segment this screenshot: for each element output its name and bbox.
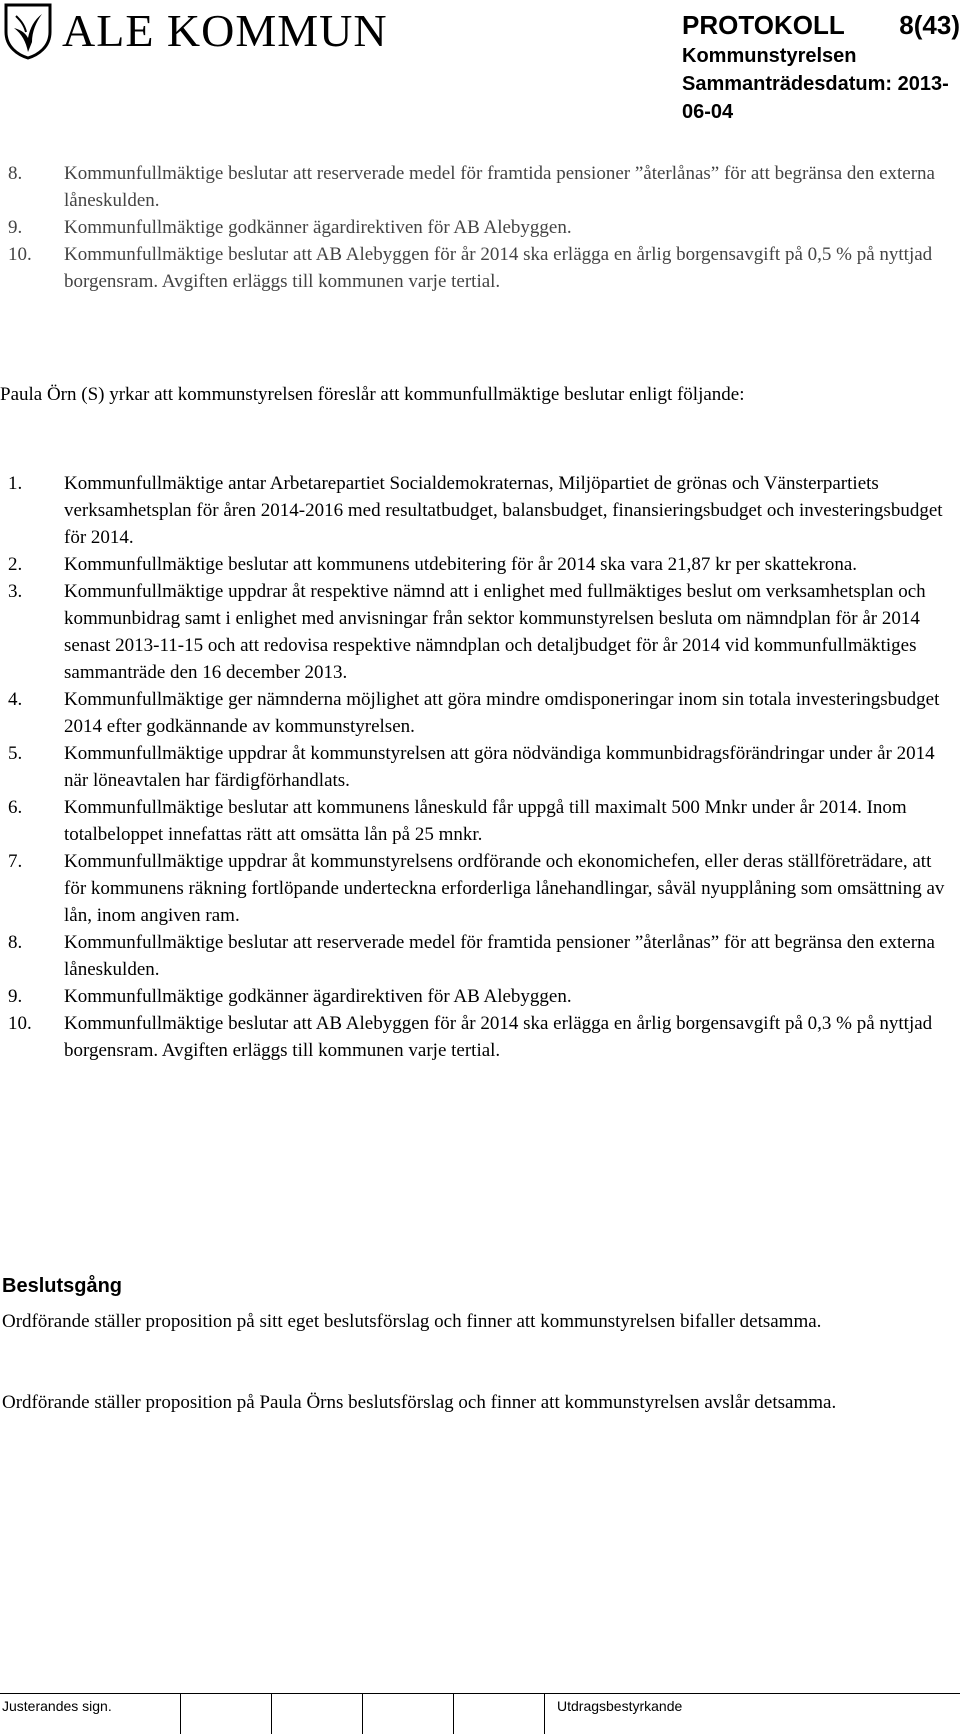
page-number: 8(43) (899, 10, 960, 40)
list-item-number: 7. (8, 851, 23, 872)
list-item (0, 578, 950, 686)
list-item (0, 241, 950, 295)
list-item-text: Kommunfullmäktige beslutar att kommunens låneskuld får uppgå till maximalt 500 Mnkr under år 2014. Inom totalbeloppet innefattas rätt att omsätta lån på 25 mnkr. (64, 797, 907, 845)
list-item-text: Kommunfullmäktige antar Arbetarepartiet Socialdemokraternas, Miljöpartiet de grönas och Vänsterpartiets verksamhetsplan för åren 2014-2016 med resultatbudget, balansbudget, finansieringsbudget och investeringsbudget för 2014. (64, 473, 943, 548)
list-item-text: Kommunfullmäktige uppdrar åt kommunstyrelsens ordförande och ekonomichefen, eller deras ställföreträdare, att för kommunens räkning fortlöpande underteckna erforderliga lånehandlingar, såväl nyupplåning som omsättning av lån, inom angiven ram. (64, 851, 945, 926)
list-item-text: Kommunfullmäktige beslutar att reserverade medel för framtida pensioner ”återlånas” för att begränsa den externa låneskulden. (64, 163, 935, 211)
list-item-number: 9. (8, 217, 23, 238)
list-item (0, 929, 950, 983)
list-item-text: Kommunfullmäktige beslutar att kommunens utdebitering för år 2014 ska vara 21,87 kr per skattekrona. (64, 554, 858, 575)
list-item-text: Kommunfullmäktige uppdrar åt kommunstyrelsen att göra nödvändiga kommunbidragsförändringar under år 2014 när löneavtalen har färdigförhandlats. (64, 743, 935, 791)
committee-name: Kommunstyrelsen (682, 45, 857, 67)
list-item-number: 2. (8, 554, 23, 575)
list-item (0, 983, 950, 1010)
motion-proposal-list (0, 470, 950, 1064)
list-item-text: Kommunfullmäktige beslutar att reserverade medel för framtida pensioner ”återlånas” för att begränsa den externa låneskulden. (64, 932, 935, 980)
list-item (0, 551, 950, 578)
list-item (0, 160, 950, 214)
list-item-number: 10. (8, 1013, 32, 1034)
ale-kommun-crest-icon (2, 2, 54, 60)
list-item (0, 1010, 950, 1064)
list-item-text: Kommunfullmäktige godkänner ägardirektiven för AB Alebyggen. (64, 986, 572, 1007)
logo (2, 2, 392, 60)
list-item-number: 10. (8, 244, 32, 265)
utdragsbestyrkande-label: Utdragsbestyrkande (557, 1698, 683, 1714)
signature-box-1 (0, 1694, 181, 1734)
list-item-number: 9. (8, 986, 23, 1007)
list-item (0, 214, 950, 241)
document-header (540, 8, 960, 126)
list-item (0, 848, 950, 929)
previous-proposal-list (0, 160, 950, 295)
list-item-text: Kommunfullmäktige uppdrar åt respektive nämnd att i enlighet med fullmäktiges beslut om verksamhetsplan och kommunbidrag samt i enlighet med anvisningar från sektor kommunstyrelsen besluta om nämndplan för år 2014 senast 2013-11-15 och att redovisa respektive nämndplan och detaljbudget för år 2014 vid kommunfullmäktiges sammanträde den 16 december 2013. (64, 581, 926, 683)
logo-text: ALE KOMMUN (62, 5, 388, 56)
decision-paragraph-2: Ordförande ställer proposition på Paula Örns beslutsförslag och finner att kommunstyrelsen avslår detsamma. (2, 1392, 837, 1413)
certification-box (545, 1694, 960, 1734)
list-item-number: 3. (8, 581, 23, 602)
signature-box-4 (363, 1694, 454, 1734)
list-item (0, 794, 950, 848)
decision-paragraph-1: Ordförande ställer proposition på sitt eget beslutsförslag och finner att kommunstyrelsen bifaller detsamma. (2, 1311, 822, 1332)
list-item-number: 8. (8, 163, 23, 184)
list-item-number: 6. (8, 797, 23, 818)
list-item-number: 8. (8, 932, 23, 953)
list-item-number: 4. (8, 689, 23, 710)
list-item (0, 686, 950, 740)
signature-footer (0, 1693, 960, 1734)
list-item-number: 5. (8, 743, 23, 764)
list-item (0, 470, 950, 551)
motion-paragraph: Paula Örn (S) yrkar att kommunstyrelsen föreslår att kommunfullmäktige beslutar enligt följande: (0, 384, 745, 405)
list-item-number: 1. (8, 473, 23, 494)
document-title: PROTOKOLL (682, 10, 845, 40)
signature-box-3 (272, 1694, 363, 1734)
signature-box-5 (454, 1694, 545, 1734)
signature-box-2 (181, 1694, 272, 1734)
list-item-text: Kommunfullmäktige beslutar att AB Alebyggen för år 2014 ska erlägga en årlig borgensavgift på 0,3 % på nyttjad borgensram. Avgiften erläggs till kommunen varje tertial. (64, 1013, 933, 1061)
list-item (0, 740, 950, 794)
list-item-text: Kommunfullmäktige beslutar att AB Alebyggen för år 2014 ska erlägga en årlig borgensavgift på 0,5 % på nyttjad borgensram. Avgiften erläggs till kommunen varje tertial. (64, 244, 933, 292)
meeting-date: Sammanträdesdatum: 2013-06-04 (682, 73, 949, 123)
list-item-text: Kommunfullmäktige godkänner ägardirektiven för AB Alebyggen. (64, 217, 572, 238)
justerandes-label: Justerandes sign. (2, 1698, 112, 1714)
section-heading: Beslutsgång (2, 1275, 123, 1297)
list-item-text: Kommunfullmäktige ger nämnderna möjlighet att göra mindre omdisponeringar inom sin totala investeringsbudget 2014 efter godkännande av kommunstyrelsen. (64, 689, 940, 737)
